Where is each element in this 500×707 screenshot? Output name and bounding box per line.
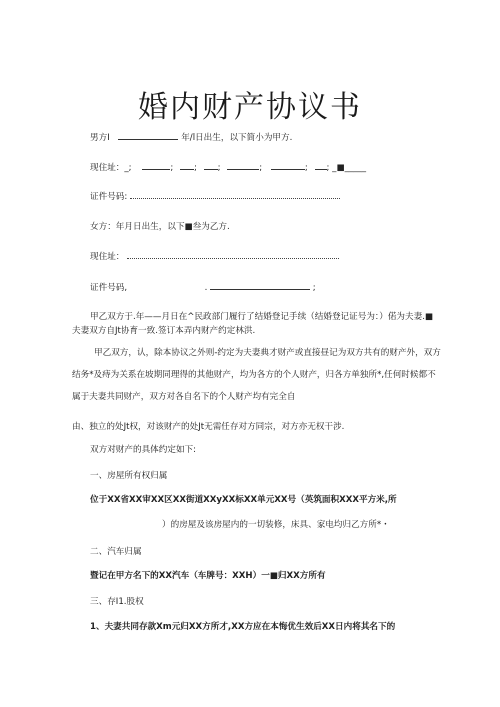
address2-dotted-blank: [127, 251, 339, 259]
husband-line: [90, 131, 292, 144]
para2-line3: 属于夫妻共同财产，双方对各自名下的个人财产均有完全自: [72, 392, 296, 402]
address1-blank-6: [315, 161, 327, 170]
address1-line: 现住址：_; ; ; ; ; ; ; _■_____: [90, 163, 367, 173]
id1-line: [90, 191, 340, 203]
id2-line: [90, 281, 316, 294]
id2-label: 证件号码,: [90, 283, 128, 293]
address1-blank-1: [142, 161, 170, 170]
para2-line2: 结务*及痔为关系在坡期同理得的其他财产，均为各方的个人财产，归各方单独所*,任何时候都不: [72, 370, 436, 380]
section2-title: 二、汽车归属: [90, 547, 142, 557]
address1-label: 现住址：_;: [90, 163, 132, 173]
id1-label: 证件号码:: [90, 192, 128, 202]
husband-tail: 年/l日出生，以下简小为甲方.: [181, 133, 293, 143]
wife-line: 女方：年月日出生，以下■叁为乙方.: [90, 222, 230, 232]
address1-blank-3: [204, 161, 218, 170]
para1-line2: 夫妻双方自Jt协育一致.签订本弄内财产约定林洪.: [72, 326, 256, 336]
address1-tail: _■_____: [332, 163, 367, 173]
id2-end: ;: [312, 283, 316, 293]
id2-blank: [210, 281, 310, 290]
husband-name-blank: [118, 131, 178, 140]
section1-title: 一、房屋所有权归属: [90, 471, 168, 481]
address2-line: [90, 251, 339, 263]
address1-blank-2: [180, 161, 194, 170]
para2-line1: 甲乙双方，认，除本协议之外则-约定为夫妻典才财产或直接昼记为双方共有的财产外，双方: [94, 348, 441, 358]
section1-line2: ）的房屋及该房屋内的一切装修，床具、家电均归乙方所*・: [162, 520, 390, 530]
address2-label: 现住址：: [90, 252, 125, 262]
id2-mid: .: [204, 283, 208, 293]
address1-blank-4: [227, 161, 259, 170]
section1-line1: 位于XX省XX审XX区XX街道XXyXX标XX单元XX号（英筑面积XXX平方米,所: [90, 495, 397, 505]
section3-title: 三、存I1.股权: [90, 597, 144, 607]
agreement-intro: 双方对财产的具体约定如下:: [90, 445, 197, 455]
husband-label: 男方I: [90, 133, 110, 143]
para1-line1: 甲乙双方于.年——月日在^民政部门履行了结婚登记手续（结婚登记证号为：）偌为夫妻.■: [90, 312, 434, 322]
para2-line4: 由、独立的处Jt权，对该财产的处Jt无需任存对方同宗，对方亦无权干涉.: [72, 422, 345, 432]
section3-line1: 1、夫妻共同存款Xm元归XX方所才,XX方应在本悔优生效后XX日内将其名下的: [90, 622, 396, 632]
section2-line1: 暨记在甲方名下的XX汽车（车牌号：XXH）一■归XX方所有: [90, 571, 326, 581]
address1-blank-5: [271, 161, 305, 170]
document-title: 婚内财产协议书: [138, 90, 362, 125]
id1-dotted-blank: [130, 191, 340, 199]
